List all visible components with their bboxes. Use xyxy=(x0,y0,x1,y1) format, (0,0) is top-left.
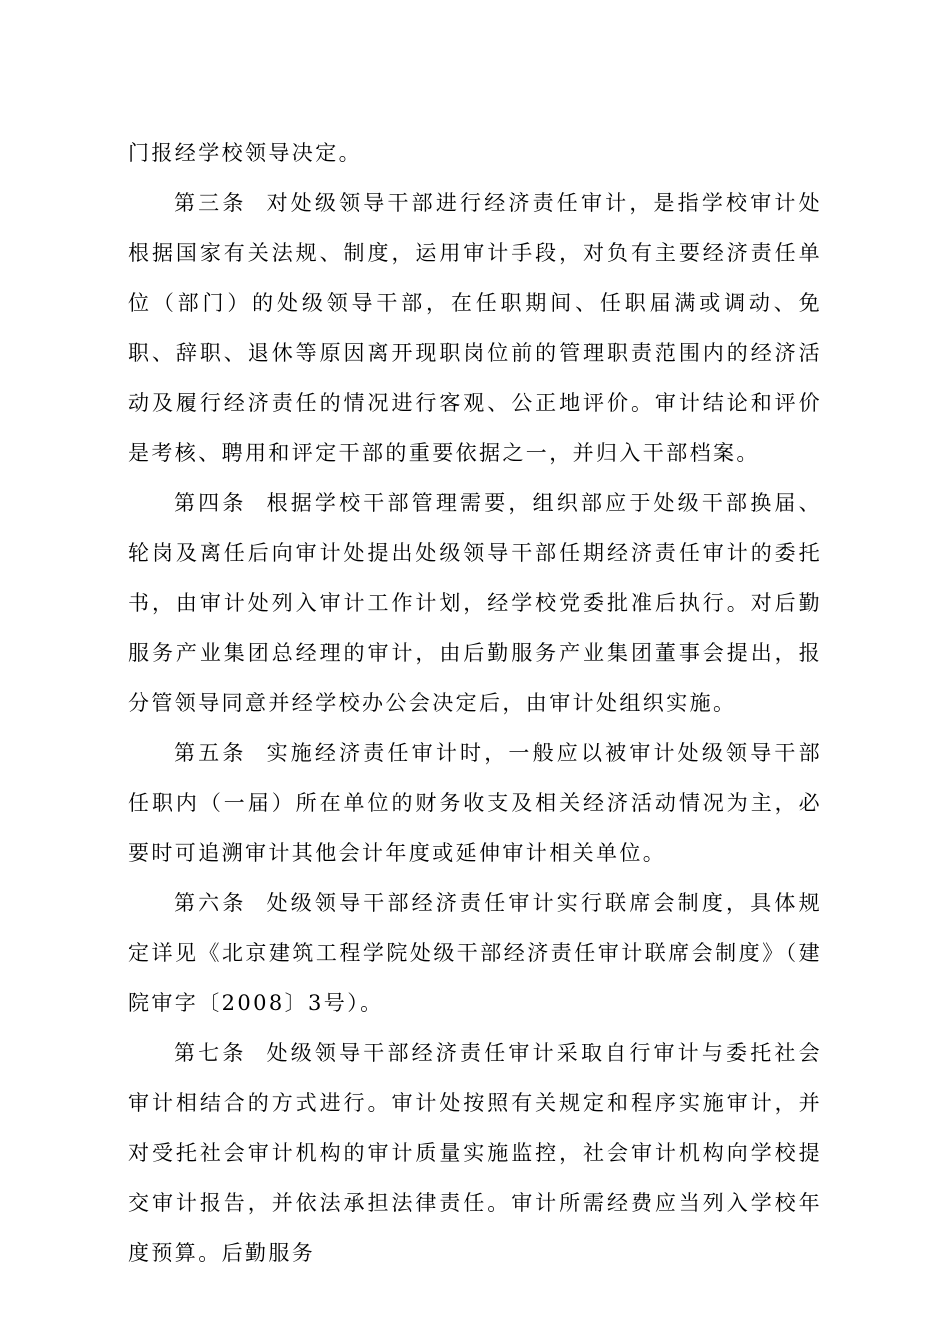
article-6 xyxy=(128,878,822,1028)
article-label: 第七条 xyxy=(174,1041,247,1065)
article-text: 根据学校干部管理需要，组织部应于处级干部换届、轮岗及离任后向审计处提出处级领导干部任期经济责任审计的委托书，由审计处列入审计工作计划，经学校党委批准后执行。对后勤服务产业集团总经理的审计，由后勤服务产业集团董事会提出，报分管领导同意并经学校办公会决定后，由审计处组织实施。 xyxy=(128,491,823,715)
article-5 xyxy=(128,728,822,878)
article-text: 实施经济责任审计时，一般应以被审计处级领导干部任职内（一届）所在单位的财务收支及相关经济活动情况为主，必要时可追溯审计其他会计年度或延伸审计相关单位。 xyxy=(128,741,823,865)
article-text: 对处级领导干部进行经济责任审计，是指学校审计处根据国家有关法规、制度，运用审计手段，对负有主要经济责任单位（部门）的处级领导干部，在任职期间、任职届满或调动、免职、辞职、退休等原因离开现职岗位前的管理职责范围内的经济活动及履行经济责任的情况进行客观、公正地评价。审计结论和评价是考核、聘用和评定干部的重要依据之一，并归入干部档案。 xyxy=(128,191,823,465)
article-7 xyxy=(128,1028,822,1278)
article-text: 处级领导干部经济责任审计采取自行审计与委托社会审计相结合的方式进行。审计处按照有关规定和程序实施审计，并对受托社会审计机构的审计质量实施监控，社会审计机构向学校提交审计报告，并依法承担法律责任。审计所需经费应当列入学校年度预算。后勤服务 xyxy=(128,1041,823,1265)
article-3 xyxy=(128,178,822,478)
article-text: 处级领导干部经济责任审计实行联席会制度，具体规定详见《北京建筑工程学院处级干部经济责任审计联席会制度》（建院审字〔2008〕3号）。 xyxy=(128,891,823,1015)
article-4 xyxy=(128,478,822,728)
paragraph-continuation xyxy=(128,128,822,178)
article-label: 第四条 xyxy=(174,491,247,515)
article-label: 第六条 xyxy=(174,891,247,915)
article-label: 第三条 xyxy=(174,191,247,215)
article-label: 第五条 xyxy=(174,741,247,765)
paragraph-text: 门报经学校领导决定。 xyxy=(128,141,362,165)
